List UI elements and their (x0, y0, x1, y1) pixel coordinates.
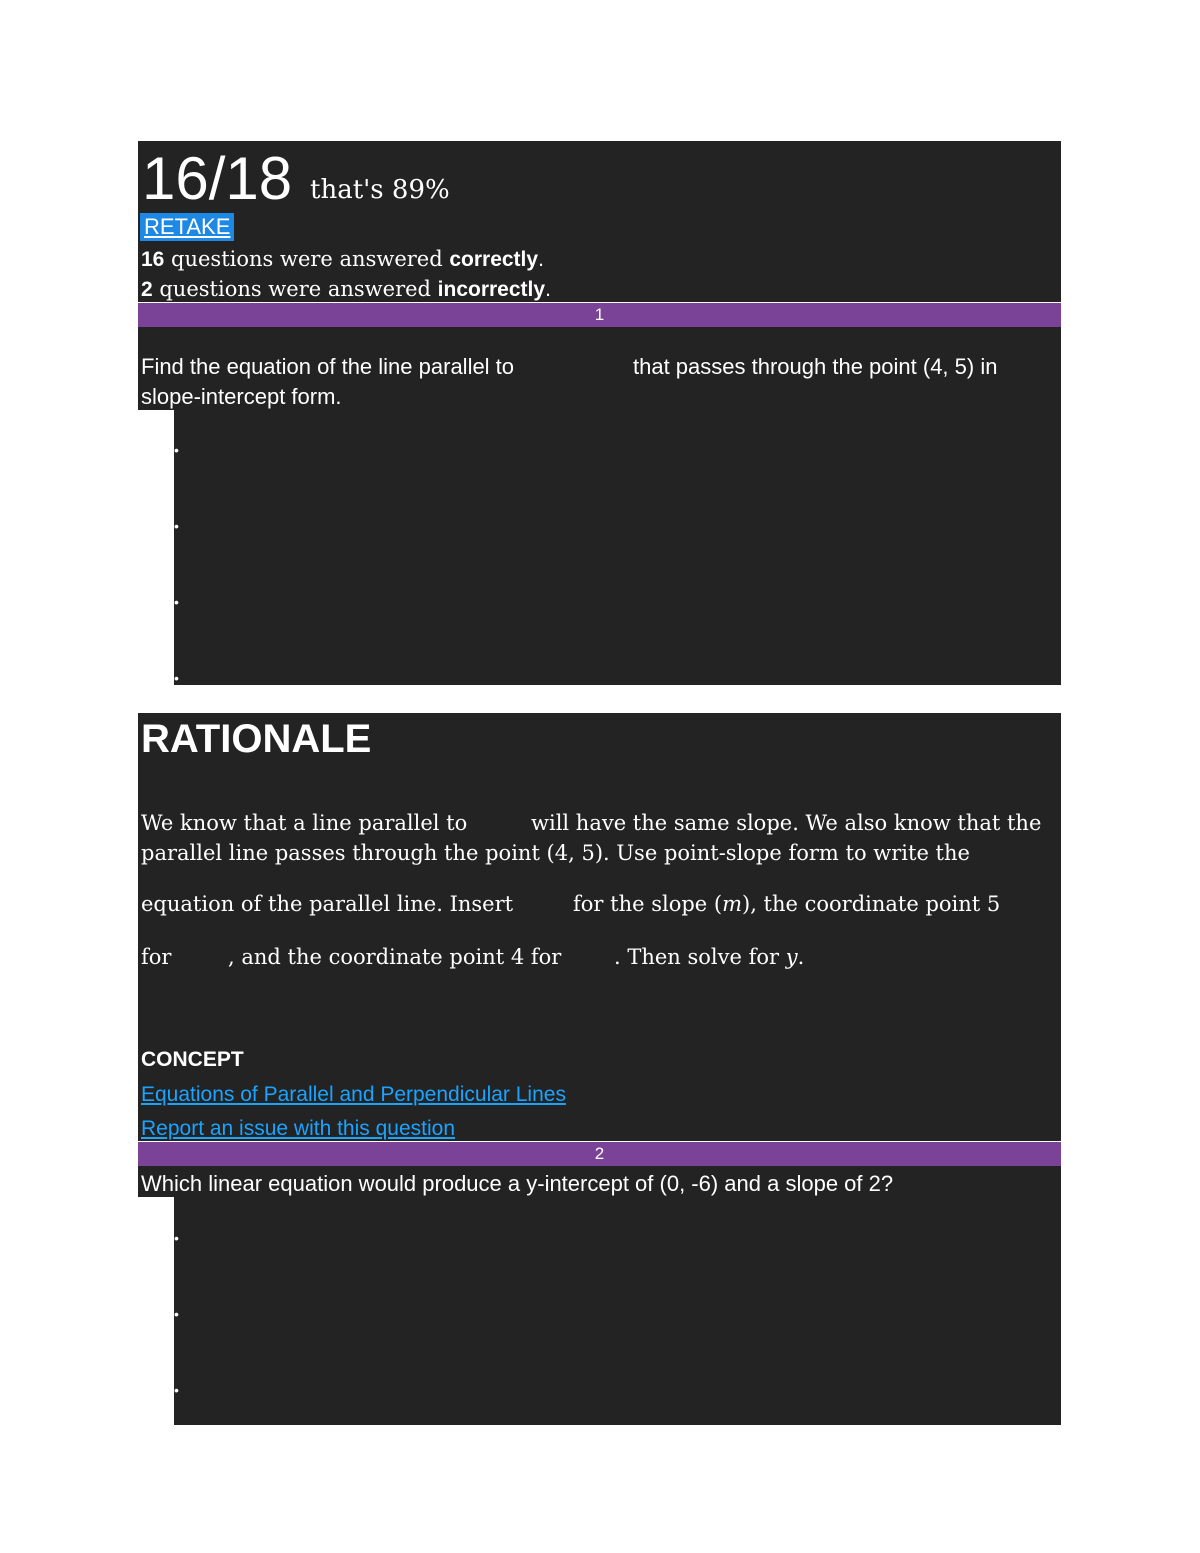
answer-option-bullet[interactable]: • (174, 1306, 179, 1322)
answer-option-bullet[interactable]: • (174, 1382, 179, 1398)
answer-option-bullet[interactable]: • (174, 518, 179, 534)
rationale-line4-d-text: . (797, 945, 805, 969)
rationale-line3-a: equation of the parallel line. Insert (141, 892, 514, 916)
concept-link[interactable]: Equations of Parallel and Perpendicular Lines (141, 1083, 566, 1106)
answer-option-bullet[interactable]: • (174, 594, 179, 610)
rationale-line1-a: We know that a line parallel to (141, 811, 468, 835)
concept-label: CONCEPT (141, 1048, 244, 1071)
rationale-line4-b: , and the coordinate point 4 for (228, 945, 562, 969)
answer-option-bullet[interactable]: • (174, 670, 179, 686)
incorrect-summary (141, 276, 551, 303)
rationale-line2: parallel line passes through the point (4, 5). Use point-slope form to write the (141, 841, 970, 865)
correct-text: questions were answered (164, 247, 450, 271)
question-number-bar-2: 2 (138, 1142, 1061, 1166)
question-1-text-b: that passes through the point (4, 5) in (633, 354, 998, 379)
answer-options-1 (174, 410, 1061, 685)
question-2-text: Which linear equation would produce a y-intercept of (0, -6) and a slope of 2? (141, 1171, 894, 1196)
rationale-panel (138, 713, 1061, 1141)
answer-option-bullet[interactable]: • (174, 1230, 179, 1246)
rationale-line4-a: for (141, 945, 172, 969)
correct-summary (141, 246, 544, 273)
question-number-bar-1: 1 (138, 303, 1061, 327)
rationale-line3-b-text: for the slope ( (573, 892, 723, 916)
rationale-line1-b: will have the same slope. We also know that the (531, 811, 1042, 835)
answer-option-bullet[interactable]: • (174, 442, 179, 458)
rationale-slope-symbol: m (722, 892, 742, 916)
rationale-line4-c-text: . Then solve for (614, 945, 786, 969)
correct-word: correctly (449, 248, 539, 271)
score-fraction: 16/18 (142, 145, 293, 212)
rationale-line4-c (614, 944, 804, 970)
incorrect-count: 2 (141, 278, 153, 301)
rationale-line3-b (573, 891, 1000, 917)
correct-count: 16 (141, 248, 165, 271)
retake-button[interactable]: RETAKE (140, 213, 234, 241)
rationale-y-symbol: y (785, 945, 798, 969)
correct-period: . (538, 248, 544, 271)
score-percent: that's 89% (310, 175, 450, 205)
rationale-line3-c-text: ), the coordinate point 5 (742, 892, 1001, 916)
incorrect-text: questions were answered (152, 277, 438, 301)
answer-options-2 (174, 1197, 1061, 1425)
incorrect-word: incorrectly (437, 278, 546, 301)
incorrect-period: . (545, 278, 551, 301)
question-1-text-a: Find the equation of the line parallel to (141, 354, 515, 379)
question-1-text-line2: slope-intercept form. (141, 384, 342, 409)
report-issue-link[interactable]: Report an issue with this question (141, 1117, 456, 1140)
rationale-heading: RATIONALE (141, 717, 372, 761)
